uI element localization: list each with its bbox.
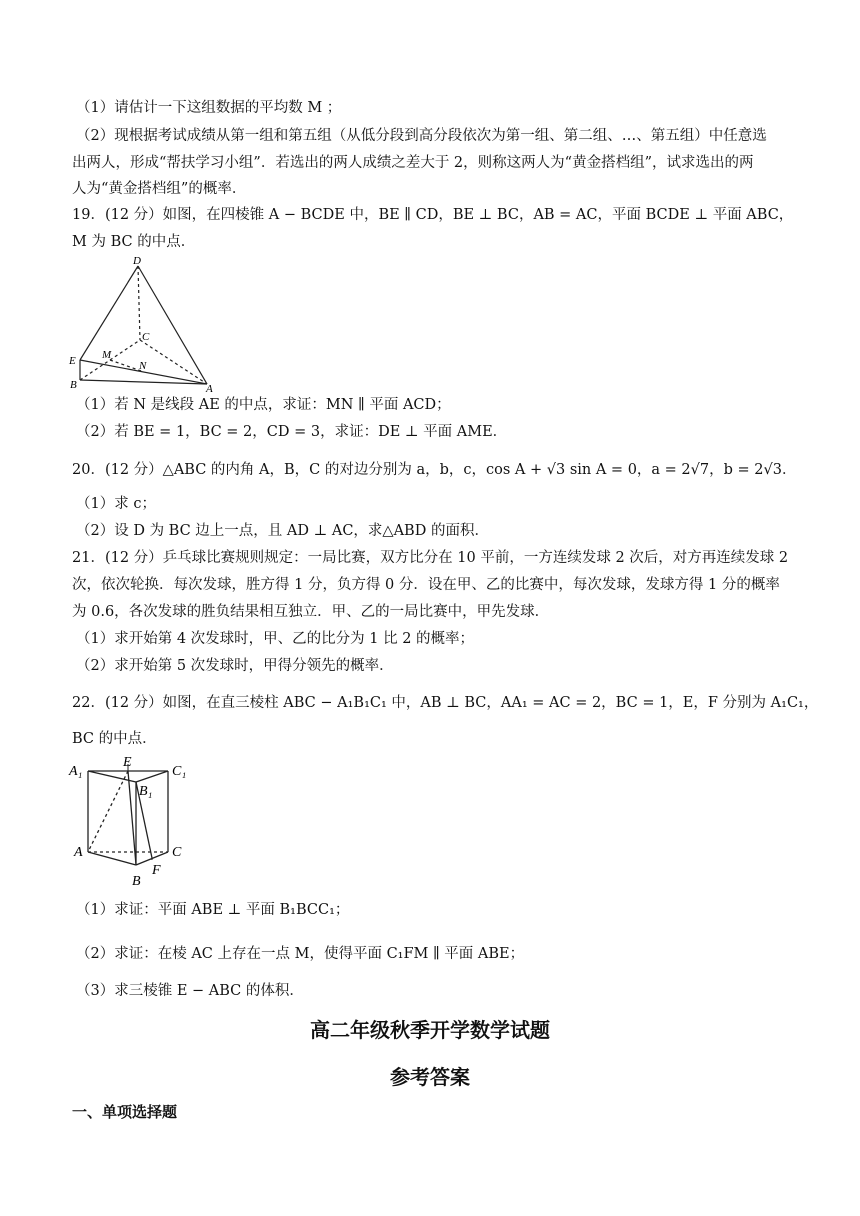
segment-EA xyxy=(88,771,128,852)
q21-part2: （2）求开始第 5 次发球时，甲得分领先的概率． xyxy=(76,658,394,674)
label-A: A xyxy=(74,845,83,860)
label-B: B xyxy=(132,874,141,889)
edge-DA xyxy=(138,266,207,384)
q21-part1: （1）求开始第 4 次发球时，甲、乙的比分为 1 比 2 的概率； xyxy=(76,631,475,647)
label-E: E xyxy=(123,755,132,770)
label-N: N xyxy=(139,360,147,372)
label-B1: B₁ xyxy=(139,784,153,799)
q22-stem-line2: BC 的中点． xyxy=(72,731,157,747)
label-E: E xyxy=(69,355,76,367)
q19-part2: （2）若 BE = 1，BC = 2，CD = 3，求证：DE ⊥ 平面 AME． xyxy=(76,424,508,440)
q20-part1: （1）求 c； xyxy=(76,496,156,512)
label-A: A xyxy=(206,383,213,394)
q21-stem-line2: 次，依次轮换．每次发球，胜方得 1 分，负方得 0 分．设在甲、乙的比赛中，每次发球，发球方得 1 分的概率 xyxy=(72,577,780,593)
label-B: B xyxy=(70,379,77,391)
edge-AB xyxy=(88,852,136,865)
edge-B1C1 xyxy=(136,771,168,782)
q22-part3: （3）求三棱锥 E − ABC 的体积． xyxy=(76,983,304,999)
q21-stem-line1: 21．(12 分）乒乓球比赛规则规定：一局比赛，双方比分在 10 平前，一方连续发球 2 次后，对方再连续发球 2 xyxy=(72,550,789,566)
answer-subtitle: 参考答案 xyxy=(390,1065,470,1089)
label-F: F xyxy=(152,863,161,878)
q18-part2-line2: 出两人，形成“帮扶学习小组”．若选出的两人成绩之差大于 2，则称这两人为“黄金搭档组”，试求选出的两 xyxy=(72,155,754,171)
q22-part2: （2）求证：在棱 AC 上存在一点 M，使得平面 C₁FM ∥ 平面 ABE； xyxy=(76,946,525,962)
prism-figure xyxy=(66,752,206,890)
label-C1: C₁ xyxy=(172,764,187,779)
segment-EB xyxy=(128,771,136,865)
label-C: C xyxy=(142,331,150,343)
q19-stem-line2: M 为 BC 的中点． xyxy=(72,234,196,250)
q22-stem-line1: 22．(12 分）如图，在直三棱柱 ABC − A₁B₁C₁ 中，AB ⊥ BC，AA₁ = AC = 2，BC = 1，E，F 分别为 A₁C₁， xyxy=(72,695,819,711)
label-A1: A₁ xyxy=(69,764,83,779)
section-heading: 一、单项选择题 xyxy=(72,1103,178,1121)
q21-stem-line3: 为 0.6，各次发球的胜负结果相互独立．甲、乙的一局比赛中，甲先发球． xyxy=(72,604,550,620)
label-M: M xyxy=(102,349,112,361)
q22-part1: （1）求证：平面 ABE ⊥ 平面 B₁BCC₁； xyxy=(76,902,350,918)
q19-part1: （1）若 N 是线段 AE 的中点，求证：MN ∥ 平面 ACD； xyxy=(76,397,451,413)
q18-part2-line1: （2）现根据考试成绩从第一组和第五组（从低分段到高分段依次为第一组、第二组、…、第五组）中任意选 xyxy=(76,128,767,144)
q18-part1: （1）请估计一下这组数据的平均数 M ； xyxy=(76,100,342,116)
label-D: D xyxy=(133,255,141,267)
q20-stem: 20．(12 分）△ABC 的内角 A，B，C 的对边分别为 a，b，c，cos A + √3 sin A = 0，a = 2√7，b = 2√3． xyxy=(72,462,797,478)
label-C: C xyxy=(172,845,182,860)
edge-DC xyxy=(138,266,140,340)
edge-DE xyxy=(80,266,138,360)
answer-title: 高二年级秋季开学数学试题 xyxy=(310,1018,550,1042)
q20-part2: （2）设 D 为 BC 边上一点，且 AD ⊥ AC，求△ABD 的面积． xyxy=(76,523,489,539)
q18-part2-line3: 人为“黄金搭档组”的概率． xyxy=(72,181,247,197)
q19-stem-line1: 19．(12 分）如图，在四棱锥 A − BCDE 中，BE ∥ CD，BE ⊥ BC，AB = AC，平面 BCDE ⊥ 平面 ABC， xyxy=(72,207,794,223)
pyramid-figure xyxy=(62,252,232,394)
